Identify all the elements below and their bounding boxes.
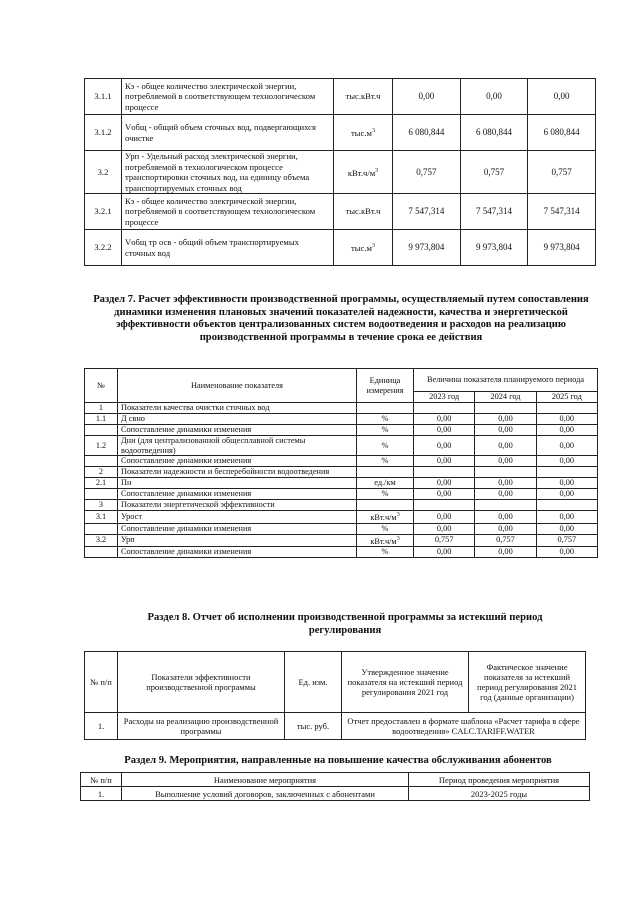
table-row [85,151,596,194]
row-num [85,425,118,436]
unit-cell [357,425,414,436]
row-num [85,489,118,500]
unit-cell [357,511,414,523]
unit-cell [334,230,393,266]
unit-text: кВт.ч/м [370,512,397,522]
row-value: 0,00 [475,436,536,456]
service-measures-table [80,772,590,801]
row-value: 0,00 [475,546,536,557]
row-value: 0,00 [536,511,597,523]
table-row [85,230,596,266]
header-unit: Ед. изм. [285,652,342,713]
unit-text: % [381,425,389,435]
row-period: 2023-2025 годы [409,787,590,801]
row-num: 3.2 [85,534,118,546]
table-row [85,403,598,414]
row-value: 0,00 [475,425,536,436]
row-name: Выполнение условий договоров, заключенных с абонентами [122,787,409,801]
unit-superscript: 3 [396,512,400,519]
row-name: Vобщ - общий объем сточных вод, подвергающихся очистке [122,115,334,151]
row-value [536,500,597,511]
row-num: 3.1 [85,511,118,523]
row-name: Показатели качества очистки сточных вод [118,403,357,414]
row-value: 0,00 [536,546,597,557]
row-name: Урп - Удельный расход электрической энергии, потребляемой в технологическом процессе транспортировки сточных вод, на единицу объема транспортируемых сточных вод [122,151,334,194]
row-value: 0,00 [393,79,461,115]
row-num: 3 [85,500,118,511]
unit-text: % [381,414,389,424]
row-value [536,403,597,414]
row-name: Сопоставление динамики изменения [118,546,357,557]
unit-text: % [381,456,389,466]
row-num: 2 [85,467,118,478]
row-value: 7 547,314 [460,194,528,230]
header-num: № п/п [81,773,122,787]
unit-text: тыс.кВт.ч [345,206,381,217]
unit-text: тыс.м [351,128,372,139]
unit-cell [357,467,414,478]
row-value [475,467,536,478]
table-row [85,489,598,500]
row-value: 0,00 [475,478,536,489]
row-value: 0,00 [536,478,597,489]
row-name: Показатели надежности и бесперебойности водоотведения [118,467,357,478]
unit-cell [357,456,414,467]
unit-cell [334,194,393,230]
row-value: 9 973,804 [460,230,528,266]
row-value: 0,757 [414,534,475,546]
table-row [85,546,598,557]
row-value: 0,00 [414,523,475,534]
row-value: 0,00 [414,478,475,489]
row-value [414,500,475,511]
table-row [85,79,596,115]
row-value: 9 973,804 [393,230,461,266]
header-name: Наименование показателя [118,369,357,403]
row-num: 1. [85,713,118,740]
table-row [85,425,598,436]
row-value [475,500,536,511]
row-value: 0,757 [475,534,536,546]
table-row [85,456,598,467]
row-name: Сопоставление динамики изменения [118,456,357,467]
unit-cell [334,79,393,115]
row-num: 3.1.1 [85,79,122,115]
table-row [85,414,598,425]
row-name: Сопоставление динамики изменения [118,523,357,534]
unit-cell [357,414,414,425]
header-actual: Фактическое значение показателя за истекший период регулирования 2021 год (данные организации) [469,652,586,713]
unit-text: кВт.ч/м [347,167,376,178]
row-value: 0,757 [536,534,597,546]
table-row [85,500,598,511]
row-name: Vобщ тр осв - общий объем транспортируемых сточных вод [122,230,334,266]
row-name: Урп [118,534,357,546]
header-num: № п/п [85,652,118,713]
table-row [85,115,596,151]
row-value: 0,00 [536,425,597,436]
header-num: № [85,369,118,403]
row-value [414,403,475,414]
row-value: 0,00 [475,414,536,425]
unit-text: ед./км [374,478,396,488]
row-value: 0,00 [414,489,475,500]
header-period: Период проведения мероприятия [409,773,590,787]
row-name: Показатели энергетической эффективности [118,500,357,511]
row-num [85,546,118,557]
section-8-title: Раздел 8. Отчет об исполнении производственной программы за истекший период регулирования [147,612,543,636]
table-row [85,436,598,456]
row-value: 0,757 [460,151,528,194]
row-name: Дни (для централизованной общесплавной системы водоотведения) [118,436,357,456]
unit-cell [357,534,414,546]
table-row [85,511,598,523]
unit-text: тыс.кВт.ч [345,91,381,102]
row-value: 9 973,804 [528,230,596,266]
row-num: 1.2 [85,436,118,456]
table-row [85,467,598,478]
execution-report-table [84,651,586,740]
row-name: Сопоставление динамики изменения [118,425,357,436]
row-name: Д свно [118,414,357,425]
row-unit: тыс. руб. [285,713,342,740]
unit-text: % [381,523,389,533]
section-7-title: Раздел 7. Расчет эффективности производственной программы, осуществляемый путем сопоставления динамики изменения плановых значений показателей надежности, качества и энергетической эффективности объектов централизованных систем водоотведения и расходов на реализацию производственной программы в течение срока ее действия [93,294,589,343]
unit-cell [357,478,414,489]
row-value: 0,00 [536,489,597,500]
row-name: Пн [118,478,357,489]
row-value: 0,00 [528,79,596,115]
row-num [85,456,118,467]
unit-cell [334,115,393,151]
row-value: 0,00 [414,414,475,425]
row-note: Отчет предоставлен в формате шаблона «Расчет тарифа в сфере водоотведения» CALC.TARIFF.WATER [342,713,586,740]
header-unit: Единица измерения [357,369,414,403]
unit-cell [357,436,414,456]
energy-indicators-table [84,78,596,266]
unit-text: кВт.ч/м [370,536,397,546]
row-name: Урост [118,511,357,523]
row-value: 7 547,314 [528,194,596,230]
table-row [85,523,598,534]
row-value [536,467,597,478]
row-value: 0,00 [475,523,536,534]
unit-cell [357,546,414,557]
row-value [414,467,475,478]
row-num: 1 [85,403,118,414]
unit-text: % [381,489,389,499]
row-value: 6 080,844 [528,115,596,151]
table-row [85,194,596,230]
unit-superscript: 3 [375,167,379,174]
header-value: Величина показателя планируемого периода [414,369,598,392]
row-value: 6 080,844 [393,115,461,151]
header-approved: Утвержденное значение показателя на истекший период регулирования 2021 год [342,652,469,713]
row-value: 0,757 [393,151,461,194]
table-row [85,478,598,489]
unit-text: % [381,547,389,557]
row-num: 1.1 [85,414,118,425]
unit-cell [357,489,414,500]
unit-cell [334,151,393,194]
row-value: 0,00 [475,511,536,523]
row-num: 2.1 [85,478,118,489]
row-value [475,403,536,414]
row-value: 0,00 [414,425,475,436]
row-num: 3.2 [85,151,122,194]
row-value: 0,00 [414,456,475,467]
row-value: 0,00 [414,511,475,523]
row-value: 6 080,844 [460,115,528,151]
row-value: 0,00 [414,436,475,456]
row-value: 0,757 [528,151,596,194]
header-year: 2025 год [536,392,597,403]
unit-superscript: 3 [396,535,400,542]
row-value: 0,00 [536,456,597,467]
section-9-title: Раздел 9. Мероприятия, направленные на повышение качества обслуживания абонентов [124,755,552,766]
row-value: 7 547,314 [393,194,461,230]
header-year: 2023 год [414,392,475,403]
row-name: Кэ - общее количество электрической энергии, потребляемой в соответствующем технологическом процессе [122,194,334,230]
unit-superscript: 3 [371,243,375,250]
row-num: 1. [81,787,122,801]
row-value: 0,00 [460,79,528,115]
row-num: 3.2.1 [85,194,122,230]
row-value: 0,00 [475,456,536,467]
row-value: 0,00 [475,489,536,500]
unit-superscript: 3 [371,128,375,135]
unit-text: % [381,440,389,450]
row-num: 3.1.2 [85,115,122,151]
row-value: 0,00 [536,523,597,534]
row-num: 3.2.2 [85,230,122,266]
header-name: Показатели эффективности производственной программы [118,652,285,713]
unit-cell [357,403,414,414]
unit-cell [357,500,414,511]
row-name: Сопоставление динамики изменения [118,489,357,500]
header-year: 2024 год [475,392,536,403]
efficiency-calculation-table [84,368,598,558]
table-row [85,534,598,546]
header-name: Наименование мероприятия [122,773,409,787]
unit-cell [357,523,414,534]
row-name: Расходы на реализацию производственной программы [118,713,285,740]
row-value: 0,00 [414,546,475,557]
row-value: 0,00 [536,414,597,425]
row-num [85,523,118,534]
row-value: 0,00 [536,436,597,456]
row-name: Кэ - общее количество электрической энергии, потребляемой в соответствующем технологическом процессе [122,79,334,115]
unit-text: тыс.м [351,243,372,254]
